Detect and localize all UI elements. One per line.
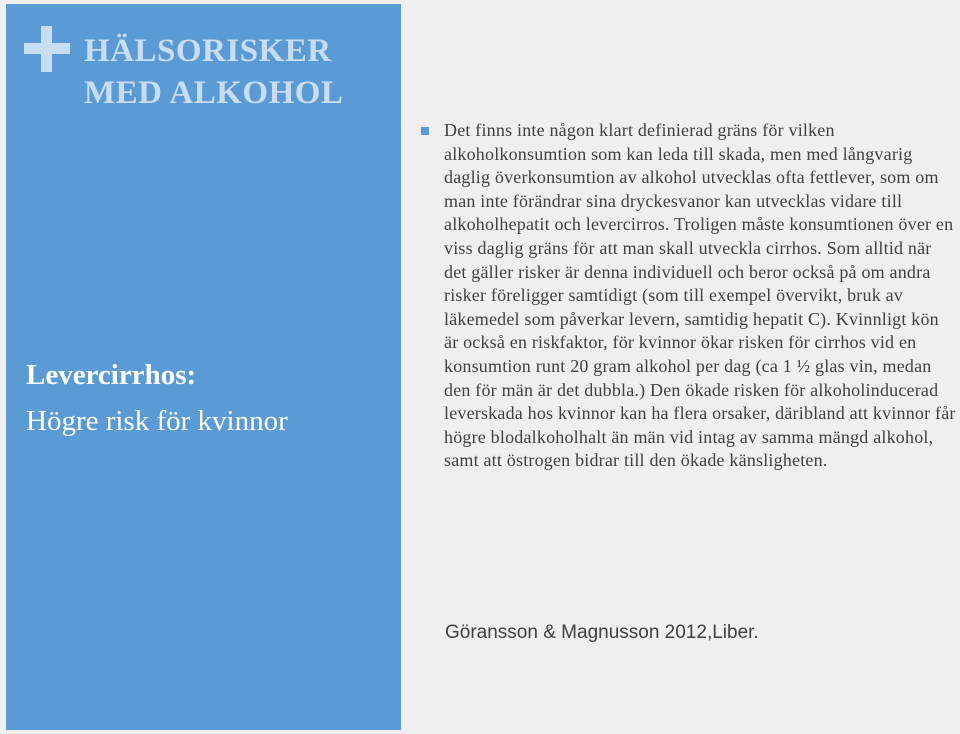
plus-icon — [24, 26, 70, 72]
sidebar-subheading — [26, 352, 396, 444]
main-content — [418, 119, 956, 473]
square-bullet-icon — [421, 127, 429, 135]
body-paragraph: Det finns inte någon klart definierad gräns för vilken alkoholkonsumtion som kan leda till skada, men med långvarig daglig överkonsumtion av alkohol utvecklas ofta fettlever, som om man inte förändrar sina dryckesvanor kan utvecklas vidare till alkoholhepatit och levercirros. Troligen måste konsumtionen över en viss daglig gräns för att man skall utveckla cirrhos. Som alltid när det gäller risker är denna individuell och beror också på om andra risker föreligger samtidigt (som till exempel övervikt, bruk av läkemedel som påverkar levern, samtidig hepatit C). Kvinnligt kön är också en riskfaktor, för kvinnor ökar risken för cirrhos vid en konsumtion runt 20 gram alkohol per dag (ca 1 ½ glas vin, medan den för män är det dubbla.) Den ökade risken för alkoholinducerad leverskada hos kvinnor kan ha flera orsaker, däribland att kvinnor får högre blodalkoholhalt än män vid intag av samma mängd alkohol, samt att östrogen bidrar till den ökade känsligheten. — [444, 120, 956, 471]
subheading-title: Levercirrhos: — [26, 359, 197, 391]
title-line-2: MED ALKOHOL — [84, 75, 344, 111]
slide-title — [84, 30, 394, 114]
citation: Göransson & Magnusson 2012,Liber. — [445, 622, 759, 643]
bullet-item — [418, 119, 956, 473]
subheading-text: Högre risk för kvinnor — [26, 405, 288, 437]
title-line-1: HÄLSORISKER — [84, 33, 332, 69]
